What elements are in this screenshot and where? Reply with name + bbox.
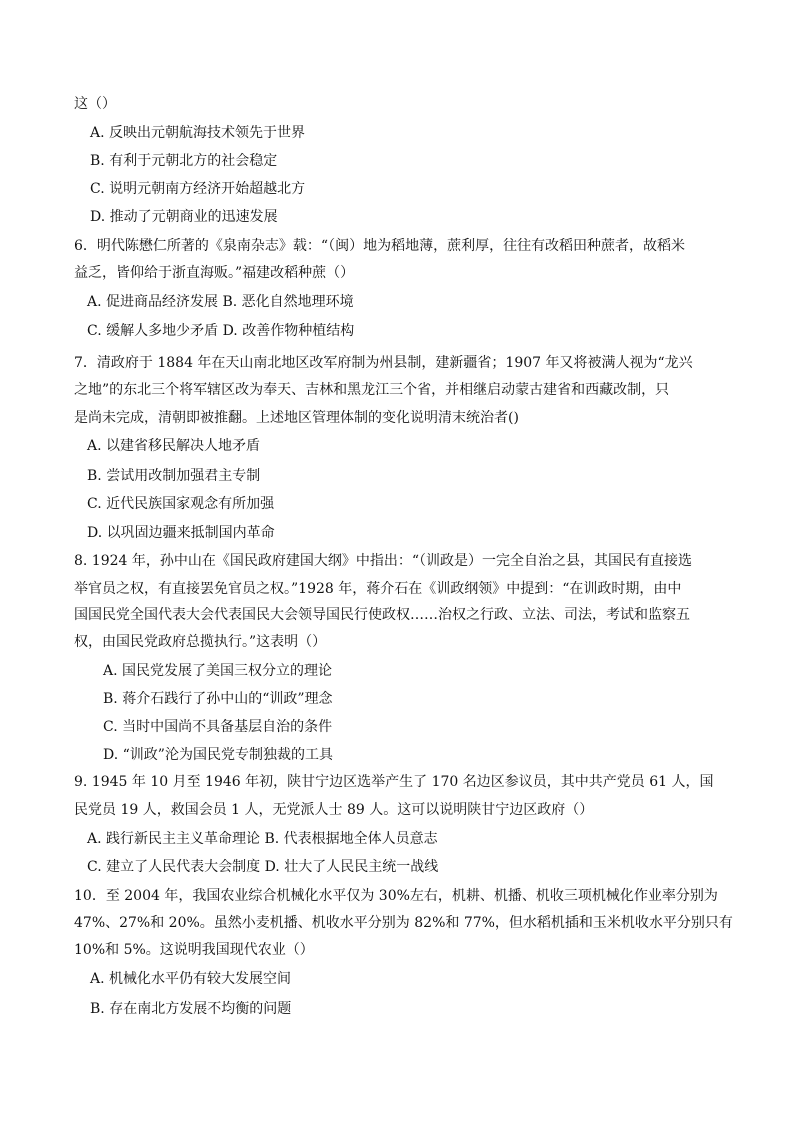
q10-option-a: A. 机械化水平仍有较大发展空间 xyxy=(90,971,292,987)
q5-option-c: C. 说明元朝南方经济开始超越北方 xyxy=(90,181,306,197)
q5-option-d: D. 推动了元朝商业的迅速发展 xyxy=(90,209,278,225)
q8-option-b: B. 蒋介石践行了孙中山的“训政”理念 xyxy=(103,691,333,707)
q6-stem-line-2: 益乏，皆仰给于浙直海贩。”福建改稻种蔗（） xyxy=(74,265,355,281)
q5-option-a: A. 反映出元朝航海技术领先于世界 xyxy=(90,125,306,141)
q8-stem-line-3: 国国民党全国代表大会代表国民大会领导国民行使政权……治权之行政、立法、司法，考试和监察五 xyxy=(74,607,690,623)
q5-option-b: B. 有利于元朝北方的社会稳定 xyxy=(90,153,278,169)
q7-option-b: B. 尝试用改制加强君主专制 xyxy=(87,468,261,484)
q10-option-b: B. 存在南北方发展不均衡的问题 xyxy=(90,1001,292,1017)
q7-stem-line-2: 之地”的东北三个将军辖区改为奉天、吉林和黑龙江三个省，并相继启动蒙古建省和西藏改制，只 xyxy=(74,382,670,398)
q10-stem-line-3: 10%和 5%。这说明我国现代农业（） xyxy=(74,942,314,958)
q7-stem-line-3: 是尚未完成，清朝即被推翻。上述地区管理体制的变化说明清末统治者() xyxy=(74,410,519,426)
q8-stem-line-2: 举官员之权，有直接罢免官员之权。”1928 年，蒋介石在《训政纲领》中提到：“在训政时期，由中 xyxy=(74,581,682,597)
q7-option-d: D. 以巩固边疆来抵制国内革命 xyxy=(87,525,275,541)
q7-option-a: A. 以建省移民解决人地矛盾 xyxy=(87,438,261,454)
q9-options-cd: C. 建立了人民代表大会制度 D. 壮大了人民民主统一战线 xyxy=(87,859,439,875)
q8-option-d: D. “训政”沦为国民党专制独裁的工具 xyxy=(103,747,333,763)
q7-option-c: C. 近代民族国家观念有所加强 xyxy=(87,496,275,512)
q9-stem-line-2: 民党员 19 人，救国会员 1 人，无党派人士 89 人。这可以说明陕甘宁边区政府（） xyxy=(74,802,594,818)
q8-option-a: A. 国民党发展了美国三权分立的理论 xyxy=(103,663,333,679)
q5-stem-tail: 这（） xyxy=(74,96,116,112)
q8-stem-line-4: 权，由国民党政府总揽执行。”这表明（） xyxy=(74,634,327,650)
q9-stem-line-1: 9. 1945 年 10 月至 1946 年初，陕甘宁边区选举产生了 170 名边区参议员，其中共产党员 61 人，国 xyxy=(74,774,714,790)
q10-stem-line-2: 47%、27%和 20%。虽然小麦机播、机收水平分别为 82%和 77%，但水稻机插和玉米机收水平分别只有 xyxy=(74,915,733,931)
q8-stem-line-1: 8. 1924 年，孙中山在《国民政府建国大纲》中指出：“（训政是）一完全自治之县，其国民有直接选 xyxy=(74,553,693,569)
q7-stem-line-1: 7．清政府于 1884 年在天山南北地区改军府制为州县制，建新疆省；1907 年又将被满人视为“龙兴 xyxy=(74,355,693,371)
q6-options-ab: A. 促进商品经济发展 B. 恶化自然地理环境 xyxy=(87,294,354,310)
q6-options-cd: C. 缓解人多地少矛盾 D. 改善作物种植结构 xyxy=(87,323,355,339)
q10-stem-line-1: 10．至 2004 年，我国农业综合机械化水平仅为 30%左右，机耕、机播、机收三项机械化作业率分别为 xyxy=(74,888,718,904)
q9-options-ab: A. 践行新民主主义革命理论 B. 代表根据地全体人员意志 xyxy=(87,831,438,847)
q6-stem-line-1: 6．明代陈懋仁所著的《泉南杂志》载：“（闽）地为稻地薄，蔗利厚，往往有改稻田种蔗者，故稻米 xyxy=(74,238,686,254)
q8-option-c: C. 当时中国尚不具备基层自治的条件 xyxy=(103,719,333,735)
